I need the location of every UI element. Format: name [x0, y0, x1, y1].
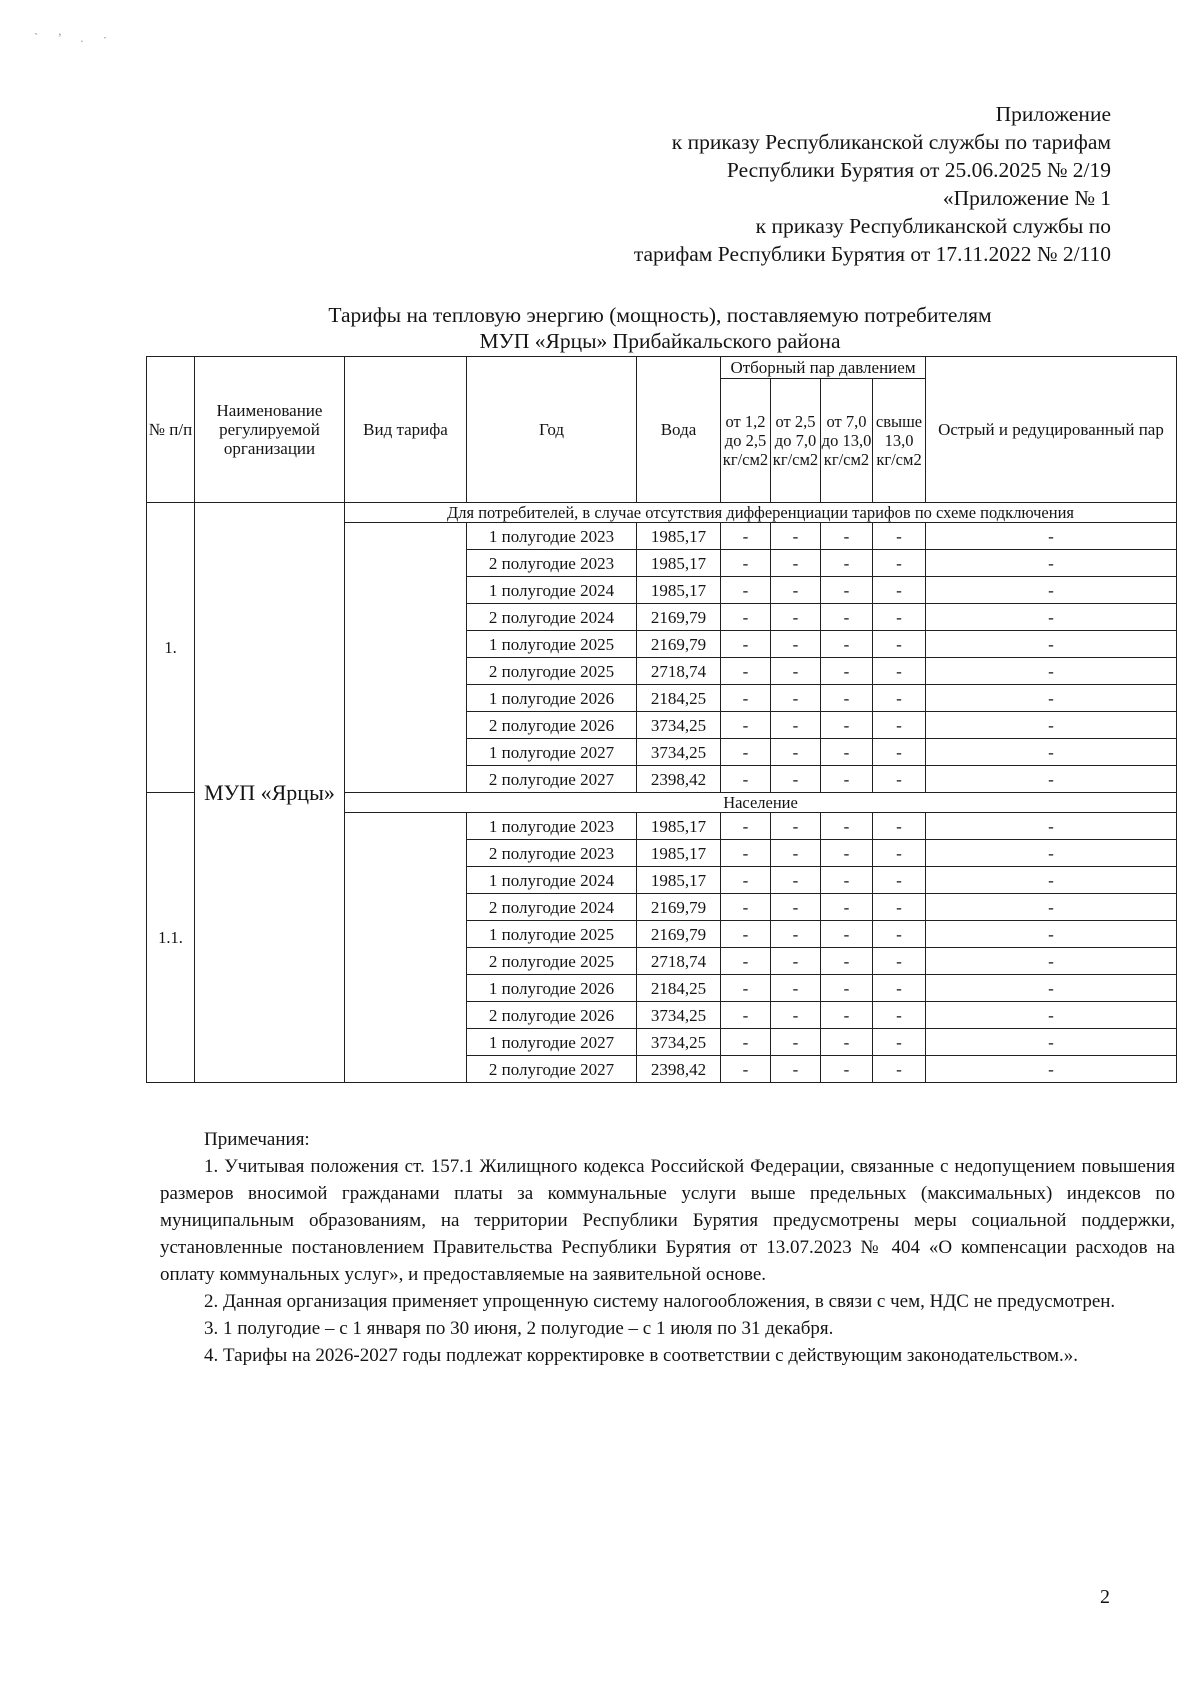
- organization-name: МУП «Ярцы»: [195, 503, 345, 1083]
- sharp-steam-cell: -: [926, 739, 1177, 766]
- steam-3-cell: -: [821, 766, 873, 793]
- year-cell: 2 полугодие 2024: [467, 894, 637, 921]
- water-cell: 2169,79: [637, 631, 721, 658]
- col-header-steam-2: от 2,5 до 7,0 кг/см2: [771, 379, 821, 503]
- water-cell: 2169,79: [637, 604, 721, 631]
- steam-1-cell: -: [721, 894, 771, 921]
- steam-4-cell: -: [873, 658, 926, 685]
- steam-1-cell: -: [721, 685, 771, 712]
- steam-1-cell: -: [721, 739, 771, 766]
- water-cell: 1985,17: [637, 577, 721, 604]
- steam-4-cell: -: [873, 550, 926, 577]
- sharp-steam-cell: -: [926, 550, 1177, 577]
- water-cell: 3734,25: [637, 1002, 721, 1029]
- steam-4-cell: -: [873, 604, 926, 631]
- steam-2-cell: -: [771, 975, 821, 1002]
- col-header-sharp-steam: Острый и редуцированный пар: [926, 357, 1177, 503]
- water-cell: 1985,17: [637, 867, 721, 894]
- sharp-steam-cell: -: [926, 975, 1177, 1002]
- header-line: к приказу Республиканской службы по тарифам: [671, 130, 1111, 154]
- steam-2-cell: -: [771, 1056, 821, 1083]
- steam-3-cell: -: [821, 867, 873, 894]
- steam-3-cell: -: [821, 739, 873, 766]
- water-cell: 2398,42: [637, 766, 721, 793]
- sharp-steam-cell: -: [926, 867, 1177, 894]
- steam-3-cell: -: [821, 975, 873, 1002]
- steam-1-cell: -: [721, 631, 771, 658]
- water-cell: 2169,79: [637, 921, 721, 948]
- steam-4-cell: -: [873, 1002, 926, 1029]
- sharp-steam-cell: -: [926, 712, 1177, 739]
- sharp-steam-cell: -: [926, 813, 1177, 840]
- steam-1-cell: -: [721, 1002, 771, 1029]
- notes-title: Примечания:: [204, 1129, 310, 1150]
- document-header: [634, 100, 1111, 268]
- steam-4-cell: -: [873, 975, 926, 1002]
- tariff-type-cell: [345, 813, 467, 1083]
- col-header-num: № п/п: [147, 357, 195, 503]
- header-line: «Приложение № 1: [942, 186, 1111, 210]
- tariff-table: [146, 356, 1177, 1083]
- sharp-steam-cell: -: [926, 766, 1177, 793]
- col-header-steam-1: от 1,2 до 2,5 кг/см2: [721, 379, 771, 503]
- steam-1-cell: -: [721, 948, 771, 975]
- year-cell: 2 полугодие 2027: [467, 1056, 637, 1083]
- section-label: Для потребителей, в случае отсутствия дифференциации тарифов по схеме подключения: [345, 503, 1177, 523]
- steam-2-cell: -: [771, 739, 821, 766]
- steam-2-cell: -: [771, 840, 821, 867]
- col-header-steam-group: Отборный пар давлением: [721, 357, 926, 379]
- steam-4-cell: -: [873, 739, 926, 766]
- steam-4-cell: -: [873, 948, 926, 975]
- notes-section: [160, 1126, 1175, 1369]
- steam-3-cell: -: [821, 948, 873, 975]
- col-header-org: Наименование регулируемой организации: [195, 357, 345, 503]
- water-cell: 1985,17: [637, 813, 721, 840]
- col-header-year: Год: [467, 357, 637, 503]
- steam-2-cell: -: [771, 1029, 821, 1056]
- steam-4-cell: -: [873, 840, 926, 867]
- page-number: 2: [1100, 1586, 1110, 1608]
- year-cell: 2 полугодие 2027: [467, 766, 637, 793]
- steam-3-cell: -: [821, 840, 873, 867]
- water-cell: 2184,25: [637, 685, 721, 712]
- steam-4-cell: -: [873, 1029, 926, 1056]
- sharp-steam-cell: -: [926, 604, 1177, 631]
- col-header-tariff-type: Вид тарифа: [345, 357, 467, 503]
- col-header-steam-3: от 7,0 до 13,0 кг/см2: [821, 379, 873, 503]
- steam-4-cell: -: [873, 867, 926, 894]
- steam-2-cell: -: [771, 658, 821, 685]
- steam-3-cell: -: [821, 523, 873, 550]
- year-cell: 2 полугодие 2025: [467, 948, 637, 975]
- steam-4-cell: -: [873, 685, 926, 712]
- year-cell: 2 полугодие 2023: [467, 840, 637, 867]
- steam-2-cell: -: [771, 867, 821, 894]
- water-cell: 1985,17: [637, 523, 721, 550]
- sharp-steam-cell: -: [926, 948, 1177, 975]
- water-cell: 2718,74: [637, 658, 721, 685]
- year-cell: 2 полугодие 2026: [467, 1002, 637, 1029]
- water-cell: 3734,25: [637, 712, 721, 739]
- water-cell: 2184,25: [637, 975, 721, 1002]
- year-cell: 1 полугодие 2024: [467, 867, 637, 894]
- sharp-steam-cell: -: [926, 1056, 1177, 1083]
- title-line-2: МУП «Ярцы» Прибайкальского района: [479, 329, 841, 353]
- water-cell: 3734,25: [637, 1029, 721, 1056]
- steam-4-cell: -: [873, 766, 926, 793]
- sharp-steam-cell: -: [926, 1002, 1177, 1029]
- steam-1-cell: -: [721, 523, 771, 550]
- section-number: 1.1.: [147, 793, 195, 1083]
- steam-1-cell: -: [721, 577, 771, 604]
- steam-1-cell: -: [721, 712, 771, 739]
- steam-4-cell: -: [873, 1056, 926, 1083]
- steam-3-cell: -: [821, 685, 873, 712]
- steam-2-cell: -: [771, 631, 821, 658]
- steam-2-cell: -: [771, 550, 821, 577]
- steam-4-cell: -: [873, 577, 926, 604]
- tariff-type-cell: [345, 523, 467, 793]
- year-cell: 1 полугодие 2023: [467, 523, 637, 550]
- steam-3-cell: -: [821, 550, 873, 577]
- steam-1-cell: -: [721, 921, 771, 948]
- steam-4-cell: -: [873, 523, 926, 550]
- sharp-steam-cell: -: [926, 1029, 1177, 1056]
- steam-2-cell: -: [771, 712, 821, 739]
- year-cell: 1 полугодие 2023: [467, 813, 637, 840]
- steam-3-cell: -: [821, 813, 873, 840]
- scan-marks: ` ’ . ·: [34, 30, 116, 45]
- steam-2-cell: -: [771, 921, 821, 948]
- steam-3-cell: -: [821, 921, 873, 948]
- year-cell: 1 полугодие 2024: [467, 577, 637, 604]
- year-cell: 1 полугодие 2027: [467, 1029, 637, 1056]
- steam-3-cell: -: [821, 577, 873, 604]
- note-item: 2. Данная организация применяет упрощенную систему налогообложения, в связи с чем, НДС не предусмотрен.: [204, 1291, 1116, 1312]
- steam-2-cell: -: [771, 685, 821, 712]
- steam-3-cell: -: [821, 658, 873, 685]
- water-cell: 1985,17: [637, 550, 721, 577]
- header-line: Республики Бурятия от 25.06.2025 № 2/19: [726, 158, 1111, 182]
- water-cell: 2398,42: [637, 1056, 721, 1083]
- note-item: 3. 1 полугодие – с 1 января по 30 июня, 2 полугодие – с 1 июля по 31 декабря.: [204, 1318, 834, 1339]
- steam-2-cell: -: [771, 577, 821, 604]
- sharp-steam-cell: -: [926, 658, 1177, 685]
- steam-4-cell: -: [873, 712, 926, 739]
- steam-3-cell: -: [821, 1029, 873, 1056]
- year-cell: 1 полугодие 2026: [467, 975, 637, 1002]
- year-cell: 2 полугодие 2024: [467, 604, 637, 631]
- year-cell: 2 полугодие 2023: [467, 550, 637, 577]
- steam-2-cell: -: [771, 766, 821, 793]
- water-cell: 3734,25: [637, 739, 721, 766]
- steam-3-cell: -: [821, 1056, 873, 1083]
- sharp-steam-cell: -: [926, 921, 1177, 948]
- steam-1-cell: -: [721, 766, 771, 793]
- steam-3-cell: -: [821, 712, 873, 739]
- steam-1-cell: -: [721, 604, 771, 631]
- steam-4-cell: -: [873, 894, 926, 921]
- steam-4-cell: -: [873, 813, 926, 840]
- steam-1-cell: -: [721, 658, 771, 685]
- steam-2-cell: -: [771, 1002, 821, 1029]
- year-cell: 1 полугодие 2026: [467, 685, 637, 712]
- sharp-steam-cell: -: [926, 840, 1177, 867]
- water-cell: 2169,79: [637, 894, 721, 921]
- header-line: Приложение: [995, 102, 1111, 126]
- steam-4-cell: -: [873, 921, 926, 948]
- steam-1-cell: -: [721, 1056, 771, 1083]
- col-header-water: Вода: [637, 357, 721, 503]
- steam-3-cell: -: [821, 1002, 873, 1029]
- steam-3-cell: -: [821, 894, 873, 921]
- year-cell: 1 полугодие 2027: [467, 739, 637, 766]
- header-line: тарифам Республики Бурятия от 17.11.2022 № 2/110: [633, 242, 1111, 266]
- section-number: 1.: [147, 503, 195, 793]
- steam-2-cell: -: [771, 948, 821, 975]
- steam-2-cell: -: [771, 813, 821, 840]
- sharp-steam-cell: -: [926, 523, 1177, 550]
- steam-1-cell: -: [721, 550, 771, 577]
- steam-2-cell: -: [771, 894, 821, 921]
- steam-4-cell: -: [873, 631, 926, 658]
- steam-1-cell: -: [721, 813, 771, 840]
- water-cell: 2718,74: [637, 948, 721, 975]
- steam-3-cell: -: [821, 631, 873, 658]
- section-label: Население: [345, 793, 1177, 813]
- document-title: [140, 302, 1180, 354]
- sharp-steam-cell: -: [926, 631, 1177, 658]
- sharp-steam-cell: -: [926, 685, 1177, 712]
- sharp-steam-cell: -: [926, 577, 1177, 604]
- steam-3-cell: -: [821, 604, 873, 631]
- year-cell: 2 полугодие 2026: [467, 712, 637, 739]
- year-cell: 1 полугодие 2025: [467, 631, 637, 658]
- steam-1-cell: -: [721, 975, 771, 1002]
- steam-1-cell: -: [721, 867, 771, 894]
- year-cell: 1 полугодие 2025: [467, 921, 637, 948]
- sharp-steam-cell: -: [926, 894, 1177, 921]
- steam-1-cell: -: [721, 840, 771, 867]
- steam-2-cell: -: [771, 523, 821, 550]
- steam-2-cell: -: [771, 604, 821, 631]
- water-cell: 1985,17: [637, 840, 721, 867]
- note-item: 1. Учитывая положения ст. 157.1 Жилищного кодекса Российской Федерации, связанные с недопущением повышения размеров вносимой гражданами платы за коммунальные услуги выше предельных (максимальных) индексов по муниципальным образованиям, на территории Республики Бурятия предусмотрены меры социальной поддержки, установленные постановлением Правительства Республики Бурятия от 13.07.2023 № 404 «О компенсации расходов на оплату коммунальных услуг», и предоставляемые на заявительной основе.: [160, 1156, 1175, 1285]
- col-header-steam-4: свыше 13,0 кг/см2: [873, 379, 926, 503]
- title-line-1: Тарифы на тепловую энергию (мощность), поставляемую потребителям: [328, 303, 992, 327]
- header-line: к приказу Республиканской службы по: [755, 214, 1111, 238]
- steam-1-cell: -: [721, 1029, 771, 1056]
- year-cell: 2 полугодие 2025: [467, 658, 637, 685]
- note-item: 4. Тарифы на 2026-2027 годы подлежат корректировке в соответствии с действующим законодательством.».: [204, 1345, 1078, 1366]
